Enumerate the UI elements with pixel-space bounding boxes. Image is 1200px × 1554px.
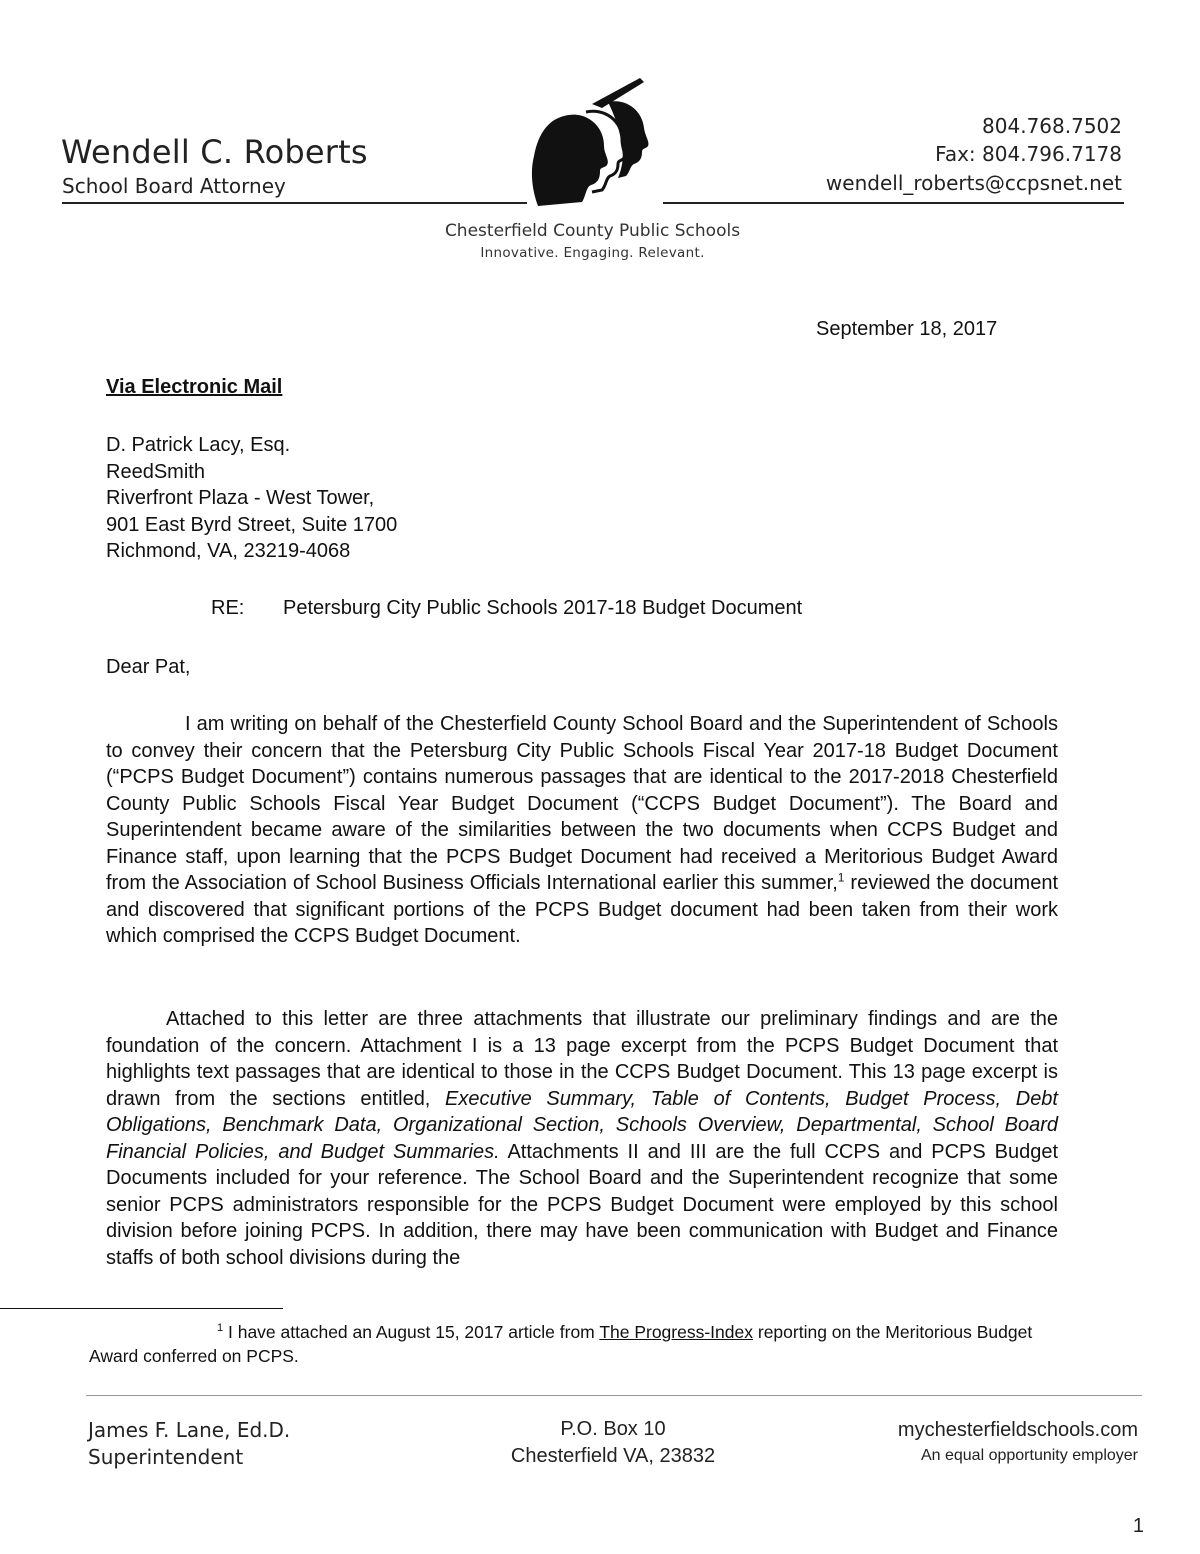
footer-rule xyxy=(86,1395,1142,1396)
page-number: 1 xyxy=(1132,1515,1144,1537)
attorney-name: Wendell C. Roberts xyxy=(61,133,368,171)
organization-tagline: Innovative. Engaging. Relevant. xyxy=(480,245,705,261)
paragraph-text: Attachments II and III are the full CCPS and PCPS Budget Documents included for your reference. The School Board and the Superintendent recognize that some senior PCPS administrators responsible for the PCPS Budget Document were employed by this school division before joining PCPS. In addition, there may have been communication with Budget and Finance staffs of both school divisions during the xyxy=(106,1140,1059,1269)
attorney-phone: 804.768.7502 xyxy=(982,114,1122,138)
organization-name: Chesterfield County Public Schools xyxy=(444,221,741,241)
re-label: RE: xyxy=(211,597,245,619)
superintendent-name: James F. Lane, Ed.D. xyxy=(88,1418,291,1442)
paragraph-text: Attached to this letter are three attachments that illustrate our preliminary findings and are the foundation of the concern. Attachment I is a 13 page excerpt from the PCPS Budget Document that highlights text passages that are identical to those in the CCPS Budget Document. This 13 page excerpt is drawn from the sections entitled, xyxy=(106,1008,1058,1110)
footnote-number: 1 xyxy=(217,1322,224,1335)
recipient-line: ReedSmith xyxy=(106,460,205,483)
footer-po-box: P.O. Box 10 xyxy=(560,1418,666,1440)
attorney-fax: Fax: 804.796.7178 xyxy=(935,142,1122,166)
footnote xyxy=(89,1320,1079,1368)
attorney-title: School Board Attorney xyxy=(62,174,286,198)
silhouette-profiles-logo-icon xyxy=(530,72,660,212)
recipient-line: D. Patrick Lacy, Esq. xyxy=(106,434,291,456)
body-paragraph-2 xyxy=(106,1006,1058,1271)
superintendent-title: Superintendent xyxy=(88,1445,244,1469)
footnote-rule xyxy=(0,1308,283,1309)
letter-date: September 18, 2017 xyxy=(816,318,998,340)
recipient-line: Riverfront Plaza - West Tower, xyxy=(106,487,375,509)
body-paragraph-1 xyxy=(106,711,1058,950)
re-subject: Petersburg City Public Schools 2017-18 Budget Document xyxy=(283,597,803,619)
delivery-method: Via Electronic Mail xyxy=(106,376,283,398)
footnote-text: reporting on the Meritorious Budget Award conferred on PCPS. xyxy=(89,1322,1033,1366)
footer-city: Chesterfield VA, 23832 xyxy=(510,1445,716,1467)
footnote-reference[interactable]: 1 xyxy=(837,870,845,885)
section-list: Executive Summary, Table of Contents, Budget Process, Debt Obligations, Benchmark Data, Organizational Section, Schools Overview, Departmental, School Board Financial Policies, and Budget Summaries. xyxy=(106,1087,1058,1163)
footnote-source: The Progress-Index xyxy=(599,1322,753,1342)
recipient-address xyxy=(106,432,397,565)
footnote-text: I have attached an August 15, 2017 article from xyxy=(223,1322,600,1342)
attorney-email[interactable]: wendell_roberts@ccpsnet.net xyxy=(825,171,1122,195)
paragraph-text: I am writing on behalf of the Chesterfield County School Board and the Superintendent of Schools to convey their concern that the Petersburg City Public Schools Fiscal Year 2017-18 Budget Document (“PCPS Budget Document”) contains numerous passages that are identical to the 2017-2018 Chesterfield County Public Schools Fiscal Year Budget Document (“CCPS Budget Document”). The Board and Superintendent became aware of the similarities between the two documents when CCPS Budget and Finance staff, upon learning that the PCPS Budget Document had received a Meritorious Budget Award from the Association of School Business Officials International earlier this summer, xyxy=(106,713,1058,894)
recipient-line: Richmond, VA, 23219-4068 xyxy=(106,540,351,562)
footer-website[interactable]: mychesterfieldschools.com xyxy=(897,1419,1138,1441)
paragraph-text: reviewed the document and discovered that significant portions of the PCPS Budget document had been taken from their work which comprised the CCPS Budget Document. xyxy=(106,872,1059,947)
recipient-line: 901 East Byrd Street, Suite 1700 xyxy=(106,513,398,536)
letterhead-rule-right xyxy=(663,202,1124,204)
footer-eoe: An equal opportunity employer xyxy=(920,1447,1138,1464)
salutation: Dear Pat, xyxy=(106,656,191,678)
letterhead-rule-left xyxy=(62,202,527,204)
